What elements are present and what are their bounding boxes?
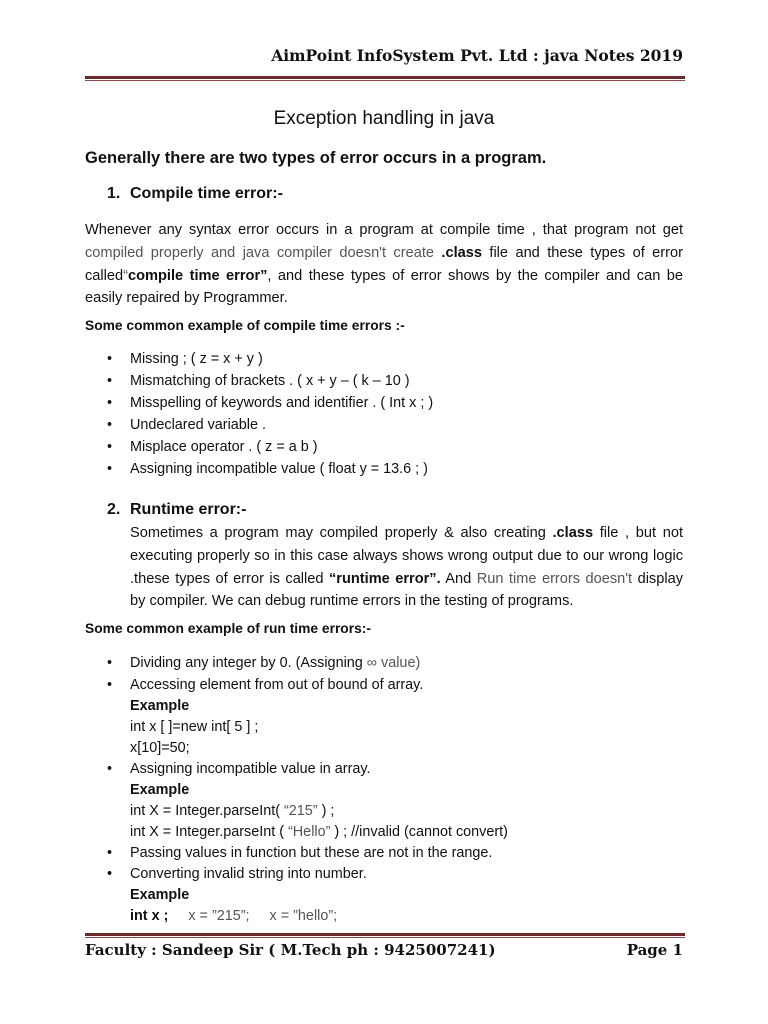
subtitle: Generally there are two types of error occurs in a program. [85,149,547,167]
list-item: • Missing ; ( z = x + y ) [107,348,433,370]
section2-number: 2. [107,501,121,518]
list-item: • Mismatching of brackets . ( x + y – ( k – 10 ) [107,370,433,392]
text: Example [130,782,190,798]
text: file , but not executing properly so in this case always shows wrong output due to our wrong logic .these types of error is called [130,525,683,587]
text: compiled properly and java compiler doesn't create [85,244,442,261]
text: int X = Integer.parseInt( [130,803,284,819]
header-text: AimPoint InfoSystem Pvt. Ltd : java Notes 2019 [271,46,683,65]
compile-examples-heading: Some common example of compile time errors :- [85,318,405,333]
list-item: • Accessing element from out of bound of array. [107,674,508,696]
code-line [107,801,508,822]
section1-title: Compile time error:- [130,185,283,202]
text: “Hello” [288,824,331,840]
section2-paragraph [130,522,683,613]
runtime-examples-list [107,652,508,927]
list-item: • Misspelling of keywords and identifier . ( Int x ; ) [107,392,433,414]
header-rule [85,76,685,79]
text: .class [441,244,482,261]
list-item: • Converting invalid string into number. [107,864,508,885]
example-label [107,885,508,906]
text: Run time errors doesn't [476,570,633,587]
list-item: • Assigning incompatible value in array. [107,759,508,780]
section2-heading [107,501,247,519]
text: , and these types of error shows by the compiler and can be easily repaired by Programmer. [85,267,683,307]
runtime-examples-heading: Some common example of run time errors:- [85,621,371,636]
text: ) ; //invalid (cannot convert) [330,824,508,840]
code-line: int x [ ]=new int[ 5 ] ; [130,719,259,735]
section1-number: 1. [107,185,121,202]
text: “ [123,267,129,284]
compile-examples-list [107,348,433,480]
text: ∞ value) [366,655,421,671]
text: x = ”215”; x = ”hello”; [168,908,338,924]
code-line [107,822,508,843]
code-line: x[10]=50; [130,740,190,756]
text: Example [130,698,190,714]
text: display by compiler. We can debug runtime errors in the testing of programs. [130,570,683,610]
footer-rule-thin [85,937,685,938]
section1-paragraph [85,219,683,310]
text: Example [130,887,190,903]
list-item: • Passing values in function but these are not in the range. [107,843,508,864]
example-label [107,696,508,717]
text: ) ; [317,803,335,819]
section2-title: Runtime error:- [130,501,247,518]
text: compile time error” [128,267,268,284]
text: Sometimes a program may compiled properly & also creating [130,525,553,541]
list-item: • Misplace operator . ( z = a b ) [107,436,433,458]
code-line [107,906,508,927]
text: .class [552,525,594,541]
footer-faculty: Faculty : Sandeep Sir ( M.Tech ph : 9425007241) [85,941,496,959]
text: int x ; [130,908,169,924]
list-item [107,652,508,674]
header-rule-thin [85,80,685,81]
text: “215” [284,803,318,819]
text: Whenever any syntax error occurs in a program at compile time , that program not get [85,222,683,238]
list-item: • Assigning incompatible value ( float y = 13.6 ; ) [107,458,433,480]
text: “runtime error”. [328,570,441,587]
section1-heading [107,185,283,203]
list-item: • Undeclared variable . [107,414,433,436]
text: int X = Integer.parseInt ( [130,824,288,840]
text: Dividing any integer by 0. (Assigning [130,655,367,671]
page-title: Exception handling in java [273,108,495,129]
example-label [107,780,508,801]
page-number: Page 1 [626,941,683,959]
footer-rule [85,933,685,936]
text: And [440,570,477,587]
text: file and these types of error called [85,244,683,284]
